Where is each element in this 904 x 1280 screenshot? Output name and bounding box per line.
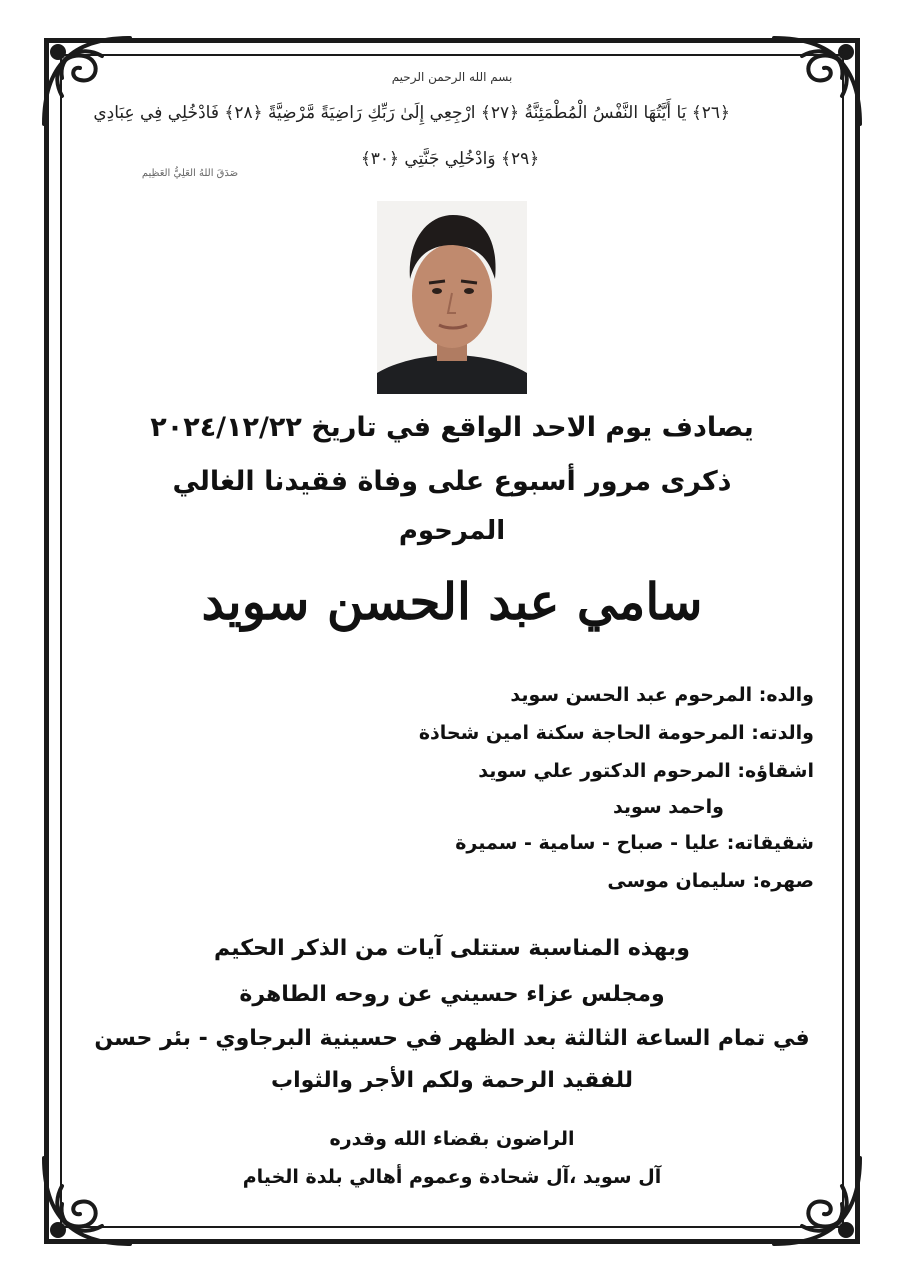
basmala: بسم الله الرحمن الرحيم [391, 70, 513, 84]
signature-families-line: آل سويد ،آل شحادة وعموم أهالي بلدة الخيام [242, 1166, 662, 1188]
condolence-line: للفقيد الرحمة ولكم الأجر والثواب [270, 1068, 633, 1093]
memorial-date-line: يصادف يوم الاحد الواقع في تاريخ ٢٠٢٤/١٢/٢٢ [150, 412, 754, 443]
family-brothers: اشقاؤه: المرحوم الدكتور علي سويد [478, 760, 814, 782]
family-brothers-continued: واحمد سويد [612, 796, 724, 818]
quran-verse-line: ﴿٢٩﴾ وَادْخُلِي جَنَّتِي ﴿٣٠﴾ [360, 149, 540, 169]
corner-ornament-icon [32, 1146, 142, 1256]
family-mother: والدته: المرحومة الحاجة سكنة امين شحاذة [418, 722, 814, 744]
corner-ornament-icon [762, 1146, 872, 1256]
signature-line: الراضون بقضاء الله وقدره [329, 1128, 575, 1150]
family-father: والده: المرحوم عبد الحسن سويد [510, 684, 814, 706]
sadaq-allah-text: صَدَقَ اللهُ العَلِيُّ العَظِيم [141, 168, 239, 179]
quran-verse-line: ﴿٢٦﴾ يَا أَيَّتُهَا النَّفْسُ الْمُطْمَئِنَّةُ ﴿٢٧﴾ ارْجِعِي إِلَىٰ رَبِّكِ رَاضِيَةً مَّرْضِيَّةً ﴿٢٨﴾ فَادْخُلِي فِي عِبَادِي [93, 103, 730, 123]
ceremony-line: وبهذه المناسبة ستتلى آيات من الذكر الحكيم [214, 936, 690, 961]
deceased-portrait-photo [377, 201, 527, 394]
family-in-law: صهره: سليمان موسى [607, 870, 814, 892]
deceased-name: سامي عبد الحسن سويد [201, 572, 703, 631]
family-sisters: شقيقاته: عليا - صباح - سامية - سميرة [455, 832, 814, 854]
ceremony-line: ومجلس عزاء حسيني عن روحه الطاهرة [239, 982, 665, 1007]
ceremony-time-place-line: في تمام الساعة الثالثة بعد الظهر في حسينية البرجاوي - بئر حسن [94, 1026, 810, 1051]
memorial-occasion-line: ذكرى مرور أسبوع على وفاة فقيدنا الغالي [172, 466, 732, 497]
late-label: المرحوم [398, 516, 506, 546]
